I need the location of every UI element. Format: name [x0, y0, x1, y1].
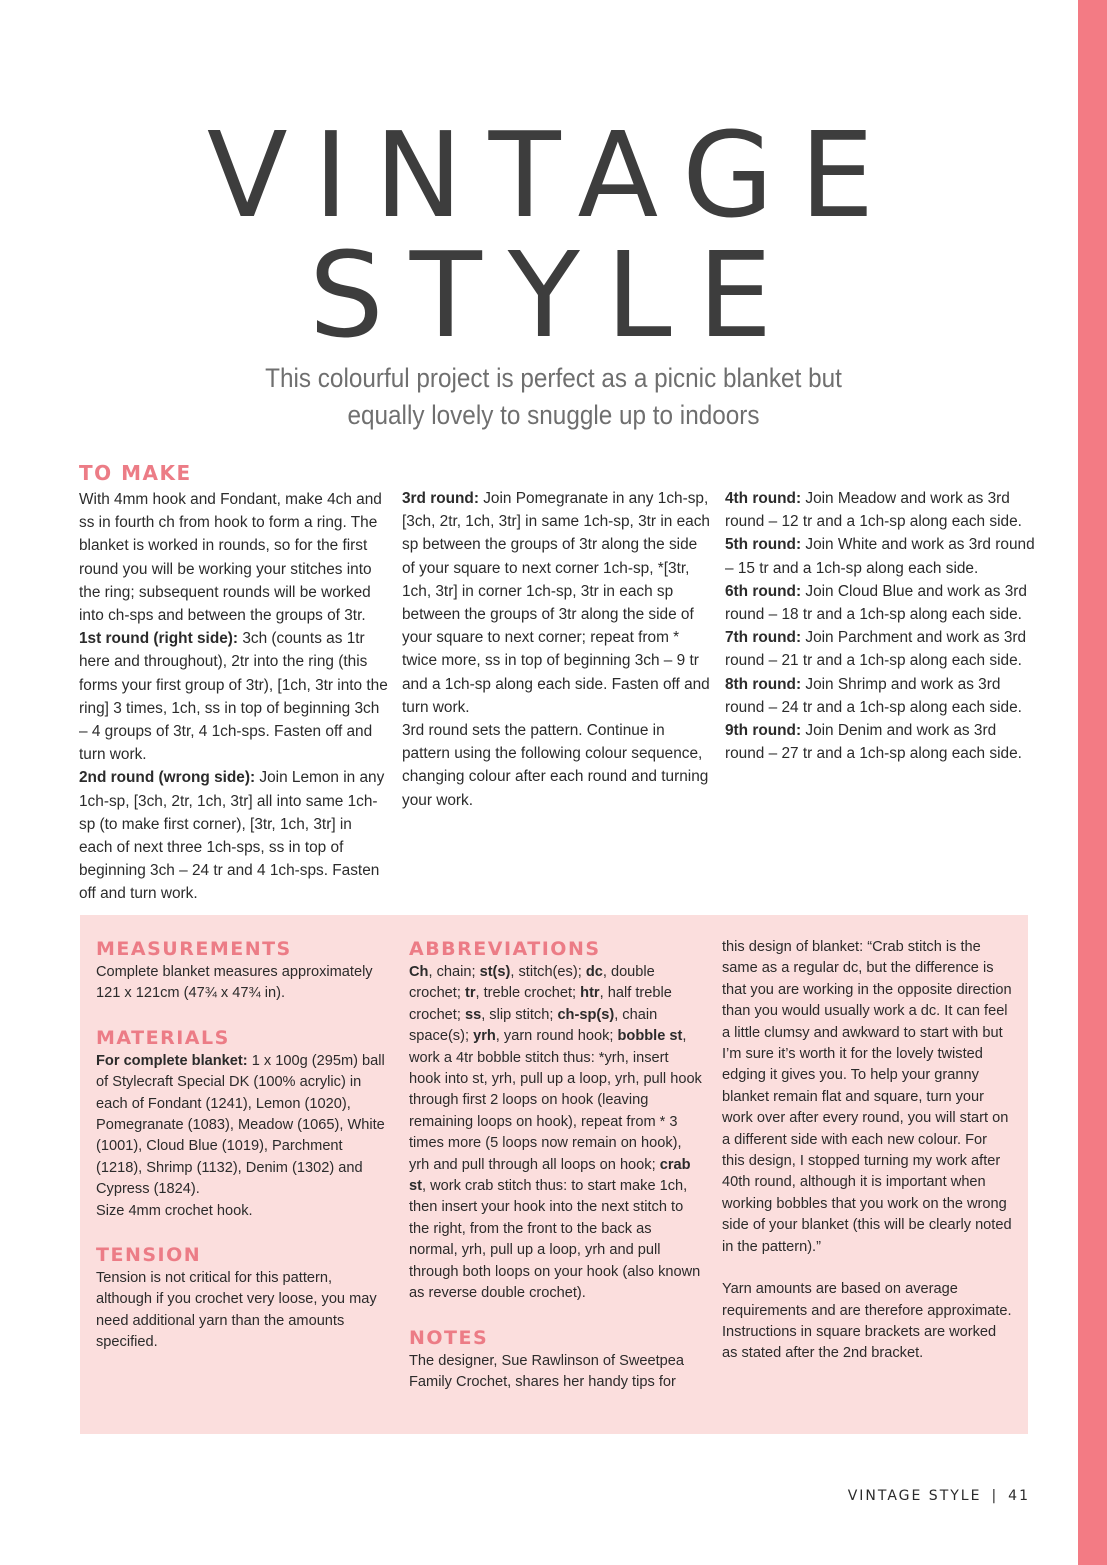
to-make-heading: TO MAKE — [79, 461, 192, 485]
round-1-text: 3ch (counts as 1tr here and throughout), 2tr into the ring (this forms your first group of 3tr), [1ch, 3tr into the ring] 3 times, 1ch, ss in top of beginning 3ch – 4 groups of 3tr, 4 1ch-sps. Fasten off and turn work. — [79, 630, 388, 764]
abbr-def: , chain space(s); — [409, 1006, 658, 1045]
abbr-def: , stitch(es); — [510, 964, 586, 980]
round-6-text: Join Cloud Blue and work as 3rd round – 18 tr and a 1ch-sp along each side. — [725, 582, 1027, 624]
measurements-heading: MEASUREMENTS — [96, 938, 292, 960]
panel-column-3 — [722, 937, 1012, 1365]
abbr-term: tr — [464, 985, 476, 1002]
round-7-text: Join Parchment and work as 3rd round – 21 tr and a 1ch-sp along each side. — [725, 629, 1027, 670]
round-4-label: 4th round: — [725, 490, 802, 507]
materials-body: 1 x 100g (295m) ball of Stylecraft Special DK (100% acrylic) in each of Fondant (1241), Lemon (1020), Pomegranate (1083), Meadow (1065), White (1001), Cloud Blue (1019), Parchment (1218), Shrimp (1132), Denim (1302) and Cypress (1824). — [96, 1052, 385, 1198]
abbr-def: , yarn round hook; — [495, 1028, 618, 1045]
round-9-label: 9th round: — [725, 722, 802, 740]
abbr-def: , half treble crochet; — [409, 985, 672, 1023]
notes-text: The designer, Sue Rawlinson of Sweetpea Family Crochet, shares her handy tips for — [409, 1352, 685, 1390]
instructions-column-3 — [725, 487, 1035, 765]
standfirst — [55, 360, 1051, 434]
materials-label: For complete blanket: — [96, 1052, 248, 1069]
abbr-term: dc — [585, 964, 603, 980]
page-number: 41 — [1008, 1488, 1030, 1504]
notes-text-continued: this design of blanket: “Crab stitch is the same as a regular dc, but the difference is that you are working in the opposite direction than you would usually work a dc. It can feel a little clumsy and awkward to start with but I’m sure it’s worth it for the lovely twisted edging it gives you. To help your granny blanket remain flat and square, turn your work over after every round, you will start on a different side with each new colour. For this design, I stopped turning my work after 40th round, although it is important when working bobbles that you work on the wrong side of your blanket (this will be clearly noted in the pattern).” — [722, 939, 1012, 1255]
round-1-label: 1st round (right side): — [79, 630, 239, 648]
round-9-text: Join Denim and work as 3rd round – 27 tr and a 1ch-sp along each side. — [725, 722, 1022, 763]
info-panel — [80, 915, 1028, 1434]
abbr-term: ss — [464, 1006, 482, 1023]
title-line-2: STYLE — [308, 226, 799, 364]
round-3 — [402, 487, 712, 719]
materials-hook: Size 4mm crochet hook. — [96, 1202, 253, 1219]
round-7-label: 7th round: — [725, 629, 802, 647]
footer-section: VINTAGE STYLE — [847, 1488, 982, 1504]
measurements-text: Complete blanket measures approximately 121 x 121cm (47¾ x 47¾ in). — [96, 964, 373, 1002]
abbr-term: htr — [580, 985, 600, 1002]
abbr-term: st(s) — [479, 964, 511, 980]
round-2 — [79, 766, 389, 905]
footer-separator: | — [991, 1488, 999, 1504]
pattern-note: 3rd round sets the pattern. Continue in pattern using the following colour sequence, changing colour after each round and turning your work. — [402, 722, 709, 809]
round-6 — [725, 580, 1035, 626]
round-3-text: Join Pomegranate in any 1ch-sp, [3ch, 2tr, 1ch, 3tr] in same 1ch-sp, 3tr in each sp between the groups of 3tr along the side of your square to next corner 1ch-sp, *[3tr, 1ch, 3tr] in corner 1ch-sp, 3tr in each sp between the groups of 3tr along the side of your square to next corner; repeat from * twice more, ss in top of beginning 3ch – 9 tr and a 1ch-sp along each side. Fasten off and turn work. — [402, 490, 710, 716]
round-7 — [725, 626, 1035, 672]
round-9 — [725, 719, 1035, 765]
abbr-term: bobble st — [617, 1028, 683, 1045]
round-3-label: 3rd round: — [402, 490, 479, 507]
tension-heading: TENSION — [96, 1244, 202, 1267]
round-6-label: 6th round: — [725, 582, 802, 600]
abbr-def: , slip stitch; — [481, 1006, 558, 1023]
round-2-text: Join Lemon in any 1ch-sp, [3ch, 2tr, 1ch, 3tr] all into same 1ch-sp (to make first corner), [3tr, 1ch, 3tr] in each of next three 1ch-sps, ss in top of beginning 3ch – 24 tr and 4 1ch-sps. Fasten off and turn work. — [79, 769, 385, 903]
materials-text — [96, 1051, 386, 1201]
instructions-column-1 — [79, 460, 389, 906]
round-8 — [725, 673, 1035, 719]
notes-heading: NOTES — [409, 1326, 489, 1349]
abbr-term: ch-sp(s) — [557, 1006, 615, 1023]
round-4 — [725, 487, 1035, 533]
round-5-text: Join White and work as 3rd round – 15 tr and a 1ch-sp along each side. — [725, 536, 1035, 577]
abbr-def: , treble crochet; — [475, 985, 581, 1002]
abbr-term: Ch — [409, 964, 429, 980]
abbreviations-list — [409, 962, 704, 1305]
abbr-term: crab st — [409, 1156, 691, 1195]
page-footer — [848, 1488, 1030, 1504]
round-1 — [79, 627, 389, 766]
instructions-column-2 — [402, 487, 712, 812]
materials-heading: MATERIALS — [96, 1026, 230, 1049]
round-5 — [725, 533, 1035, 579]
abbreviations-heading: ABBREVIATIONS — [409, 938, 601, 960]
round-2-label: 2nd round (wrong side): — [79, 769, 256, 787]
round-5-label: 5th round: — [725, 536, 802, 554]
notes-text-2: Yarn amounts are based on average requirements and are therefore approximate. Instructions in square brackets are worked as stated after the 2nd bracket. — [722, 1281, 1012, 1362]
intro-paragraph: With 4mm hook and Fondant, make 4ch and ss in fourth ch from hook to form a ring. The blanket is worked in rounds, so for the first round you will be working your stitches into the ring; subsequent rounds will be worked into ch-sps and between the groups of 3tr. — [79, 491, 382, 625]
abbr-term: yrh — [473, 1028, 496, 1045]
panel-column-2 — [409, 937, 704, 1393]
panel-column-1 — [96, 937, 386, 1354]
abbr-def: , chain; — [428, 964, 480, 980]
title-line-1: VINTAGE — [206, 106, 901, 244]
abbr-def: , double crochet; — [409, 964, 655, 1002]
standfirst-line-2: equally lovely to snuggle up to indoors — [347, 400, 760, 430]
round-4-text: Join Meadow and work as 3rd round – 12 tr and a 1ch-sp along each side. — [725, 490, 1022, 531]
abbr-def: , work a 4tr bobble stitch thus: *yrh, insert hook into st, yrh, pull up a loop, yrh, pull hook through first 2 loops on hook (leaving remaining loops on hook), repeat from * 3 times more (5 loops now remain on hook), yrh and pull through all loops on hook; — [409, 1028, 702, 1173]
abbr-def: , work crab stitch thus: to start make 1ch, then insert your hook into the next stitch to the right, from the front to the back as normal, yrh, pull up a loop, yrh and pull through both loops on your hook (also known as reverse double crochet). — [409, 1178, 701, 1302]
tension-text: Tension is not critical for this pattern, although if you crochet very loose, you may need additional yarn than the amounts specified. — [96, 1270, 377, 1351]
standfirst-line-1: This colourful project is perfect as a picnic blanket but — [265, 363, 842, 393]
round-8-label: 8th round: — [725, 675, 802, 693]
round-8-text: Join Shrimp and work as 3rd round – 24 tr and a 1ch-sp along each side. — [725, 675, 1022, 716]
